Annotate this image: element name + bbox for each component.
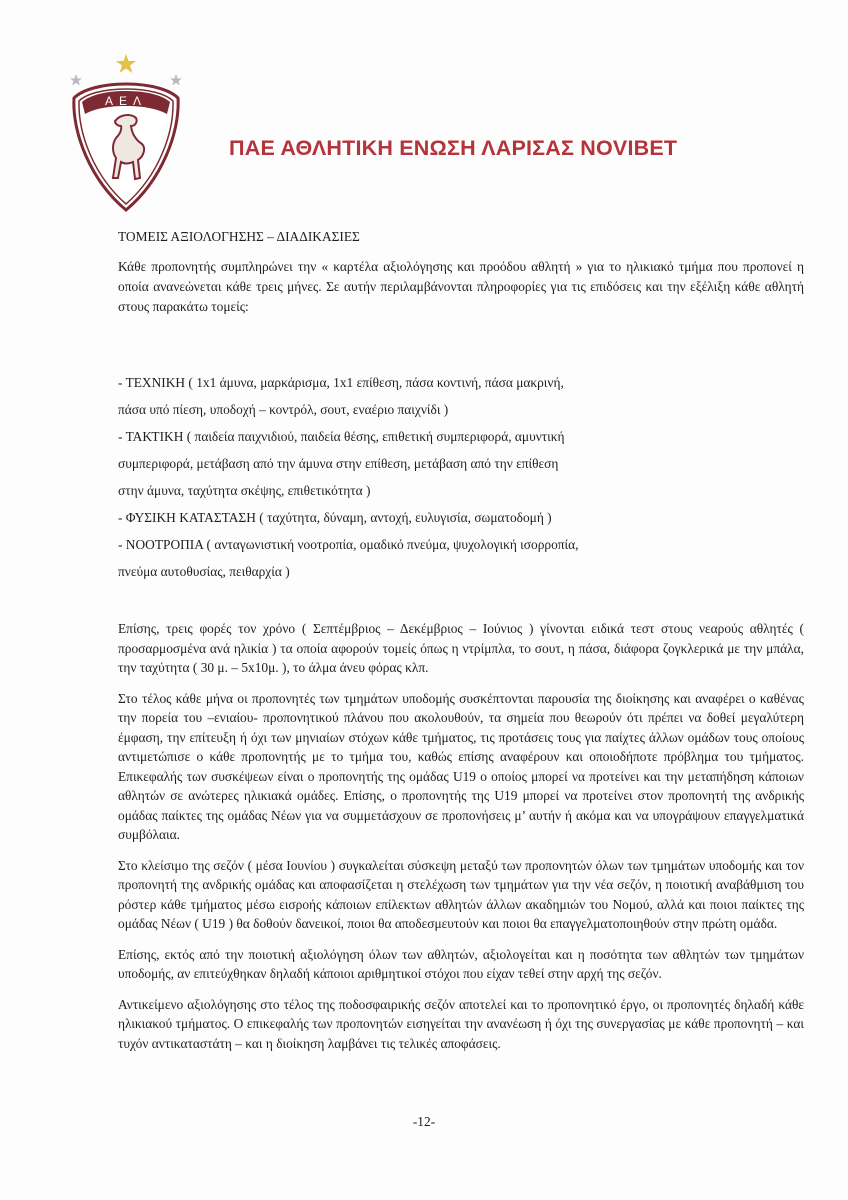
list-line: συμπεριφορά, μετάβαση από την άμυνα στην επίθεση, μετάβαση από την επίθεση <box>118 456 559 471</box>
paragraph-quantitative-evaluation: Επίσης, εκτός από την ποιοτική αξιολόγηση όλων των αθλητών, αξιολογείται και η ποσότητα των αθλητών των τμημάτων υποδομής, αν επιτεύχθηκαν δηλαδή κάποιοι αριθμητικοί στόχοι που είχαν τεθεί στην αρχή της σεζόν. <box>118 946 804 981</box>
evaluation-areas-list <box>118 369 804 585</box>
list-line: πάσα υπό πίεση, υποδοχή – κοντρόλ, σουτ, εναέριο παιχνίδι ) <box>118 402 449 417</box>
list-line: - ΤΕΧΝΙΚΗ ( 1x1 άμυνα, μαρκάρισμα, 1x1 επίθεση, πάσα κοντινή, πάσα μακρινή, <box>118 375 564 390</box>
list-line: - ΦΥΣΙΚΗ ΚΑΤΑΣΤΑΣΗ ( ταχύτητα, δύναμη, αντοχή, ευλυγισία, σωματοδομή ) <box>118 510 552 525</box>
list-line: στην άμυνα, ταχύτητα σκέψης, επιθετικότητα ) <box>118 483 371 498</box>
paragraph-tests: Επίσης, τρεις φορές τον χρόνο ( Σεπτέμβριος – Δεκέμβριος – Ιούνιος ) γίνονται ειδικά τεστ στους νεαρούς αθλητές ( προσαρμοσμένα ανά ηλικία ) τα οποία αφορούν τομείς όπως η ντρίμπλα, το σουτ, η πάσα, διάφορα ζογκλερικά με την μπάλα, την ταχύτητα ( 30 μ. – 5x10μ. ), το άλμα άνευ φόρας κλπ. <box>118 621 804 675</box>
organization-title: ΠΑΕ ΑΘΛΗΤΙΚΗ ΕΝΩΣΗ ΛΑΡΙΣΑΣ NOVIBET <box>229 136 678 160</box>
list-line: - ΤΑΚΤΙΚΗ ( παιδεία παιχνιδιού, παιδεία θέσης, επιθετική συμπεριφορά, αμυντική <box>118 429 565 444</box>
club-crest-logo <box>66 52 186 212</box>
document-body <box>118 228 804 1053</box>
page-number: -12- <box>412 1114 436 1129</box>
paragraph-coaching-evaluation: Αντικείμενο αξιολόγησης στο τέλος της ποδοσφαιρικής σεζόν αποτελεί και το προπονητικό έργο, οι προπονητές δηλαδή κάθε ηλικιακού τμήματος. Ο επικεφαλής των προπονητών εισηγείται την ανανέωση ή όχι της συνεργασίας με κάθε προπονητή – και τυχόν αντικαταστάτη – και η διοίκηση λαμβάνει τις τελικές αποφάσεις. <box>118 996 804 1051</box>
list-line: - ΝΟΟΤΡΟΠΙΑ ( ανταγωνιστική νοοτροπία, ομαδικό πνεύμα, ψυχολογική ισορροπία, <box>118 537 579 552</box>
crest-letters: ΑΕΛ <box>104 94 148 108</box>
silver-star-left-icon <box>70 74 82 86</box>
paragraph-season-closing: Στο κλείσιμο της σεζόν ( μέσα Ιουνίου ) συγκαλείται σύσκεψη μεταξύ των προπονητών όλων των τμημάτων υποδομής και τον προπονητή της ανδρικής ομάδας και αποφασίζεται η στελέχωση των τμημάτων για την νέα σεζόν, η ποιοτική αναβάθμιση του ρόστερ κάθε τμήματος μέσω εισροής κάποιων επίλεκτων αθλητών άλλων ακαδημιών του Νομού, αλλά και ποιοι παίκτες της ομάδας Νέων ( U19 ) θα δοθούν δανεικοί, ποιοι θα αποδεσμευτούν και ποιοι θα επαγγελματοποιηθούν στην πρώτη ομάδα. <box>118 857 804 931</box>
paragraph-monthly-meetings: Στο τέλος κάθε μήνα οι προπονητές των τμημάτων υποδομής συσκέπτονται παρουσία της διοίκησης και αναφέρει ο καθένας την πορεία του –ενιαίου- προπονητικού πλάνου που ακολουθούν, τα σημεία που θεωρούν ότι πρέπει να δοθεί μεγαλύτερη έμφαση, την επίτευξη ή όχι των μηνιαίων στόχων κάθε τμήματος, τις προτάσεις τους για παίχτες άλλων ομάδων τους οποίους αντιμετώπισε ο κάθε προπονητής με το τμήμα του, καθώς επίσης αναφέρουν και οποιοδήποτε πρόβλημα του τμήματος. Επικεφαλής των συσκέψεων είναι ο προπονητής της ομάδας U19 ο οποίος μπορεί να προτείνει και την μεταπήδηση κάποιων αθλητών σε ανώτερες ηλικιακά ομάδες. Επίσης, ο προπονητής της U19 μπορεί να προτείνει στον προπονητή της ανδρικής ομάδας παίκτες της ομάδας Νέων για να συμμετάσχουν σε προπονήσεις μ’ αυτήν ή ακόμα και να υπογράψουν επαγγελματικά συμβόλαια. <box>118 690 804 842</box>
section-heading: ΤΟΜΕΙΣ ΑΞΙΟΛΟΓΗΣΗΣ – ΔΙΑΔΙΚΑΣΙΕΣ <box>118 229 360 244</box>
gold-star-icon <box>116 54 136 73</box>
intro-paragraph: Κάθε προπονητής συμπληρώνει την « καρτέλα αξιολόγησης και προόδου αθλητή » για το ηλικιακό τμήμα που προπονεί η οποία ανανεώνεται κάθε τρεις μήνες. Σε αυτήν περιλαμβάνονται πληροφορίες για τις επιδόσεις και την εξέλιξη κάθε αθλητή στους παρακάτω τομείς: <box>118 259 804 314</box>
list-line: πνεύμα αυτοθυσίας, πειθαρχία ) <box>118 564 290 579</box>
silver-star-right-icon <box>170 74 182 86</box>
